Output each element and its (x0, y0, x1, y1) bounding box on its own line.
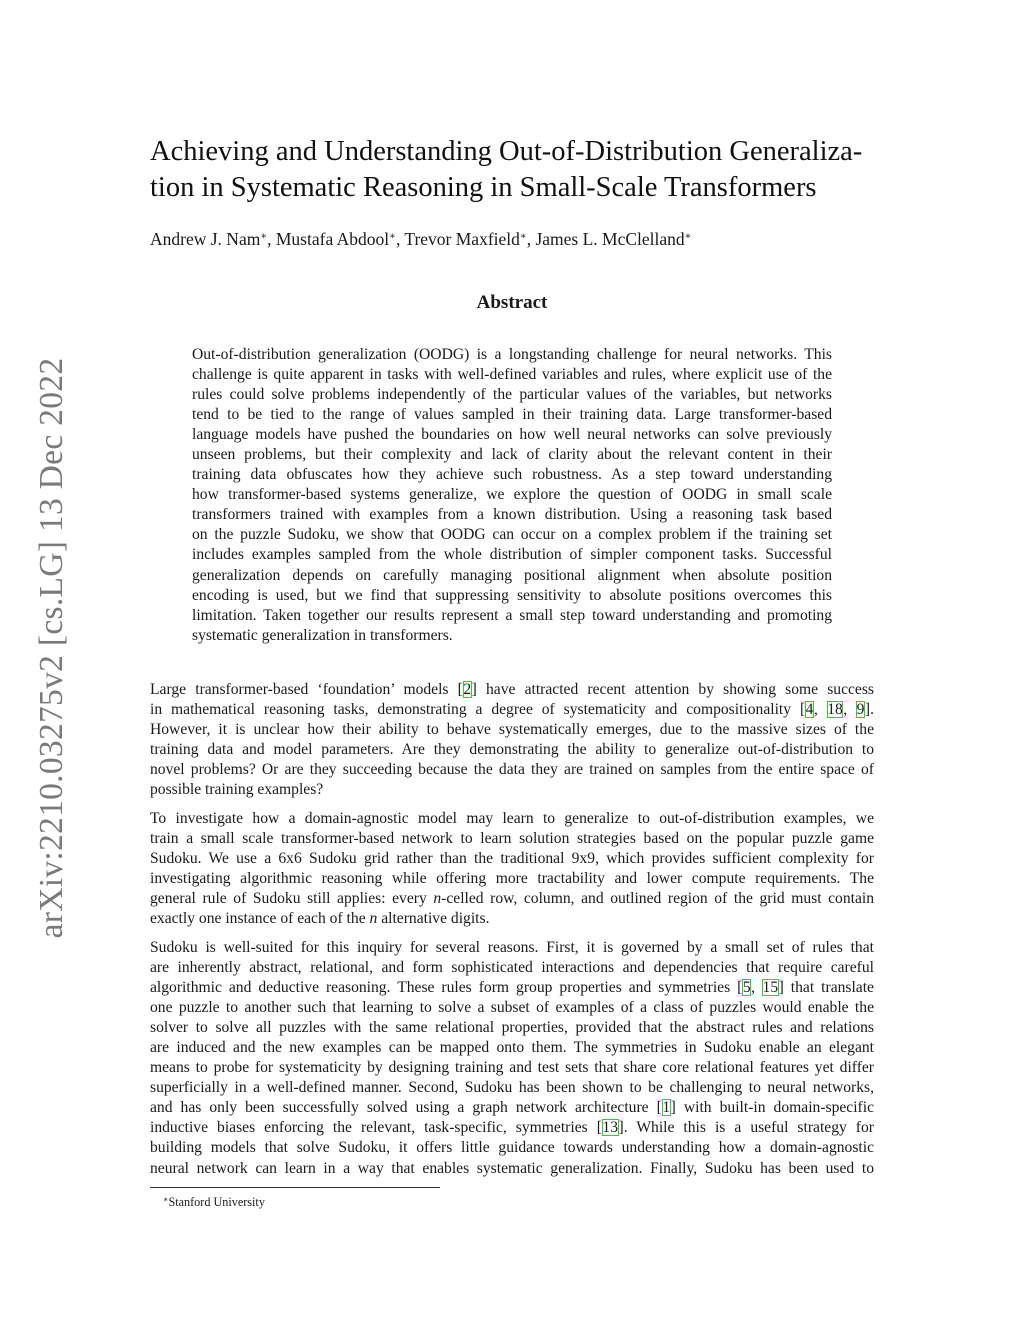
affiliation-mark: ∗ (389, 231, 396, 242)
abstract-line: encoding is used, but we find that suppressing sensitivity to absolute positions overcomes this (192, 586, 832, 604)
affiliation-mark: ∗ (684, 231, 692, 242)
body-line: in mathematical reasoning tasks, demonstrating a degree of systematicity and compositionality [4, 18, 9]. (150, 701, 875, 719)
abstract-line: transformers trained with examples from a known distribution. Using a reasoning task based (192, 506, 832, 524)
author-name: Andrew J. Nam (150, 229, 261, 249)
abstract-line: limitation. Taken together our results represent a small step toward understanding and promoting (192, 606, 832, 624)
citation-link[interactable]: 4 (805, 701, 814, 719)
citation-link[interactable]: 5 (742, 979, 751, 997)
footnote-divider (150, 1187, 440, 1188)
title-line-1: Achieving and Understanding Out-of-Distribution Generaliza- (150, 136, 863, 167)
author-list: Andrew J. Nam∗, Mustafa Abdool∗, Trevor Maxfield∗, James L. McClelland∗ (150, 229, 692, 249)
arxiv-stamp: arXiv:2210.03275v2 [cs.LG] 13 Dec 2022 (33, 357, 70, 939)
author-name: James L. McClelland (535, 229, 685, 249)
author-name: Trevor Maxfield (404, 229, 520, 249)
citation-link[interactable]: 18 (827, 701, 843, 719)
abstract-line: unseen problems, but their complexity and lack of clarity about the relevant content in their (192, 446, 832, 464)
math-variable: n (433, 890, 442, 908)
body-line: solver to solve all puzzles with the same relational properties, provided that the abstract rules and relations (150, 1019, 874, 1037)
paper-title (150, 134, 890, 206)
abstract-line: rules could solve problems independently of the particular values of the variables, but networks (192, 386, 832, 404)
body-line: investigating algorithmic reasoning while offering more tractability and lower compute requirements. The (150, 870, 874, 888)
math-variable: n (369, 910, 378, 928)
author-name: Mustafa Abdool (275, 229, 390, 249)
body-line: novel problems? Or are they succeeding because the data they are trained on samples from the entire space of (150, 761, 874, 779)
abstract-line: tend to be tied to the range of values sampled in their training data. Large transformer-based (192, 406, 832, 424)
abstract-line: language models have pushed the boundaries on how well neural networks can solve previously (192, 426, 832, 444)
body-line: means to probe for systematicity by designing training and test sets that share core relational features yet differ (150, 1059, 874, 1077)
abstract-line: how transformer-based systems generalize, we explore the question of OODG in small scale (192, 486, 832, 504)
body-line: are induced and the new examples can be mapped onto them. The symmetries in Sudoku enable an elegant (150, 1039, 874, 1057)
citation-link[interactable]: 15 (762, 979, 779, 997)
citation-link[interactable]: 1 (662, 1099, 671, 1117)
body-line: Large transformer-based ‘foundation’ models [2] have attracted recent attention by showing some success (150, 681, 874, 698)
body-line: However, it is unclear how their ability to behave systematically emerges, due to the massive sizes of the (150, 721, 874, 739)
body-line: and has only been successfully solved using a graph network architecture [1] with built-in domain-specific (150, 1099, 874, 1117)
body-line: superficially in a well-defined manner. Second, Sudoku has been shown to be challenging to neural networks, (150, 1079, 874, 1097)
body-line: possible training examples? (150, 781, 324, 799)
body-line: Sudoku is well-suited for this inquiry for several reasons. First, it is governed by a small set of rules that (150, 939, 874, 956)
abstract-heading: Abstract (476, 292, 548, 313)
body-line: are inherently abstract, relational, and form sophisticated interactions and dependencies that require careful (150, 959, 874, 977)
body-line: training data and model parameters. Are they demonstrating the ability to generalize out-of-distribution to (150, 741, 874, 759)
body-line: Sudoku. We use a 6x6 Sudoku grid rather than the traditional 9x9, which provides sufficient complexity for (150, 850, 874, 868)
body-line: one puzzle to another such that learning to solve a subset of examples of a class of puzzles would enable the (150, 999, 874, 1017)
body-line: inductive biases enforcing the relevant, task-specific, symmetries [13]. While this is a useful strategy for (150, 1119, 874, 1137)
citation-link[interactable]: 2 (463, 681, 472, 698)
abstract-line: training data obfuscates how they achieve such robustness. As a step toward understanding (192, 466, 832, 484)
body-line: train a small scale transformer-based network to learn solution strategies based on the popular puzzle game (150, 830, 874, 848)
body-line: algorithmic and deductive reasoning. These rules form group properties and symmetries [5, 15] that translate (150, 979, 874, 997)
abstract-line: on the puzzle Sudoku, we show that OODG can occur on a complex problem if the training set (192, 526, 832, 544)
abstract-line: includes examples sampled from the whole distribution of simpler component tasks. Successful (192, 546, 832, 564)
intro-paragraph-3 (150, 938, 874, 1179)
footnote (163, 1192, 265, 1210)
footnote-text: Stanford University (168, 1195, 265, 1209)
body-line: general rule of Sudoku still applies: every n-celled row, column, and outlined region of the grid must contain (150, 890, 875, 908)
abstract-line: challenge is quite apparent in tasks with well-defined variables and rules, where explicit use of the (192, 366, 832, 384)
body-line: exactly one instance of each of the n alternative digits. (150, 910, 490, 928)
abstract-line: systematic generalization in transformers. (192, 626, 453, 644)
abstract-body (192, 345, 832, 646)
footnote-mark: ∗ (163, 1195, 169, 1204)
title-line-2: tion in Systematic Reasoning in Small-Scale Transformers (150, 172, 817, 203)
affiliation-mark: ∗ (260, 231, 268, 242)
intro-paragraph-2 (150, 809, 874, 929)
body-line: To investigate how a domain-agnostic model may learn to generalize to out-of-distribution examples, we (150, 810, 874, 827)
citation-link[interactable]: 13 (602, 1119, 618, 1137)
abstract-line: Out-of-distribution generalization (OODG) is a longstanding challenge for neural networks. This (192, 346, 832, 363)
affiliation-mark: ∗ (519, 231, 527, 242)
body-line: building models that solve Sudoku, it offers little guidance towards understanding how a domain-agnostic (150, 1139, 874, 1157)
citation-link[interactable]: 9 (856, 701, 865, 719)
abstract-line: generalization depends on carefully managing positional alignment when absolute position (192, 566, 832, 584)
body-line: neural network can learn in a way that enables systematic generalization. Finally, Sudoku has been used to (150, 1159, 874, 1177)
intro-paragraph-1 (150, 680, 874, 800)
